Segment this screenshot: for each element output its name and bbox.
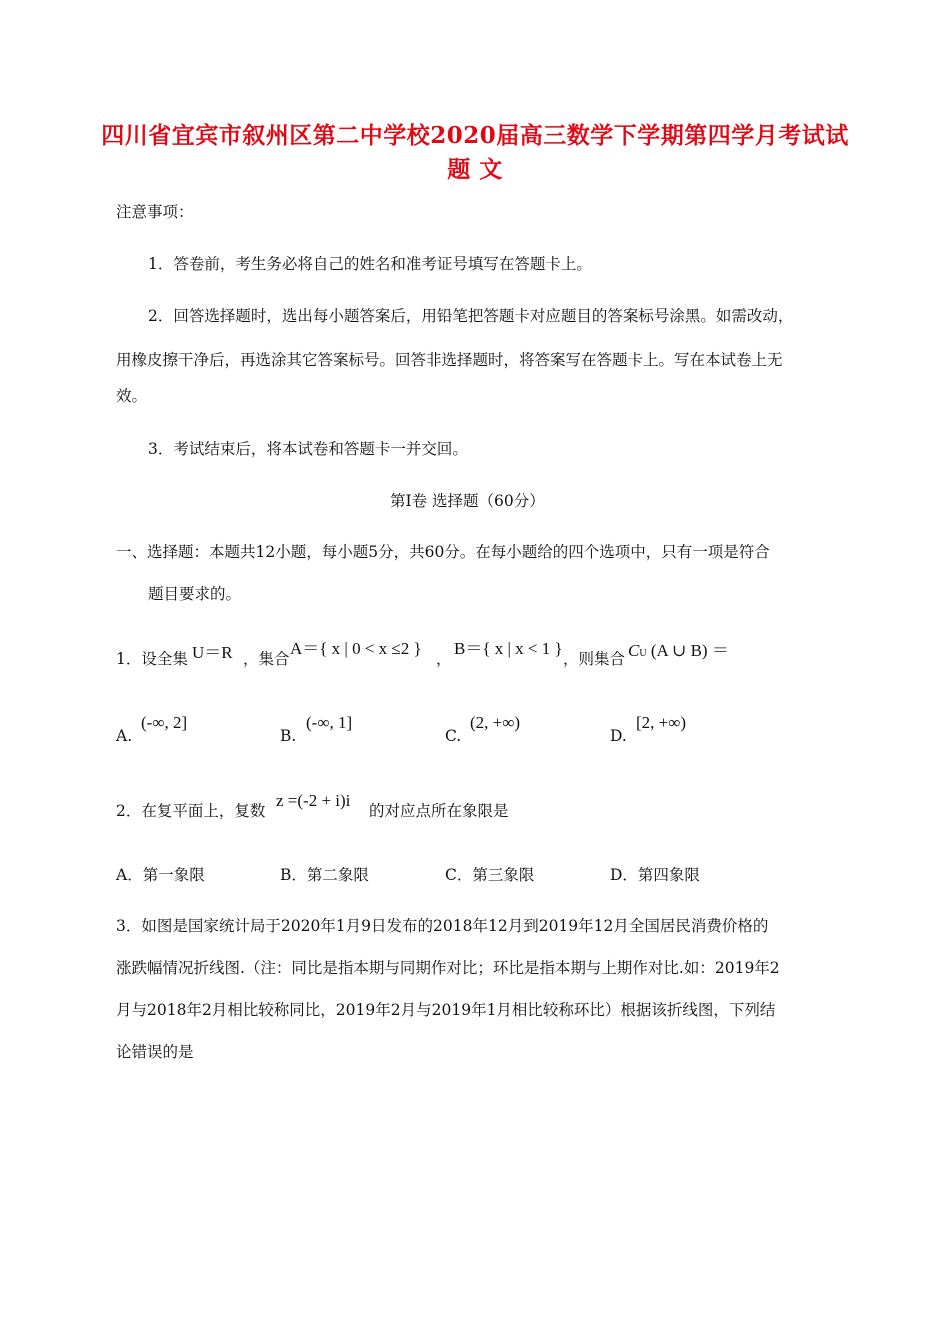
- q1-option-b-letter: B.: [280, 727, 297, 745]
- q1-comma: ，: [436, 650, 452, 668]
- part-one-instructions-cont: 题目要求的。: [148, 585, 242, 603]
- q1-option-b-value: (-∞, 1]: [306, 713, 353, 732]
- q2-option-b: B．第二象限: [280, 866, 369, 884]
- q3-line-1: 3．如图是国家统计局于2020年1月9日发布的2018年12月到2019年12月全国居民消费价格的: [116, 917, 769, 935]
- notice-item-3: 3．考试结束后，将本试卷和答题卡一并交回。: [148, 440, 468, 458]
- section-title: 第Ⅰ卷 选择题（60分）: [390, 492, 545, 510]
- q1-option-d-value: [2, +∞): [636, 713, 687, 732]
- q1-complement-symbol: C: [628, 641, 640, 660]
- q1-universe: U＝R: [192, 643, 233, 662]
- notice-item-2-cont: 用橡皮擦干净后，再选涂其它答案标号。回答非选择题时，将答案写在答题卡上。写在本试卷上无: [116, 351, 783, 369]
- exam-title-line-1: 四川省宜宾市叙州区第二中学校2020届高三数学下学期第四学月考试试: [101, 122, 849, 149]
- q2-expression: z =(-2 + i)i: [276, 791, 351, 810]
- q2-option-c: C．第三象限: [445, 866, 535, 884]
- notice-item-2: 2．回答选择题时，选出每小题答案后，用铅笔把答题卡对应题目的答案标号涂黑。如需改动，: [148, 307, 794, 325]
- part-one-instructions: 一、选择题：本题共12小题，每小题5分，共60分。在每小题给的四个选项中，只有一项是符合: [116, 543, 770, 561]
- q3-line-2: 涨跌幅情况折线图.（注：同比是指本期与同期作对比；环比是指本期与上期作对比.如：2019年2: [116, 959, 780, 977]
- q1-complement-subscript: U: [639, 648, 647, 659]
- q1-complement-tail: (A ∪ B) ＝: [650, 641, 729, 660]
- q3-line-3: 月与2018年2月相比较称同比，2019年2月与2019年1月相比较称环比）根据该折线图，下列结: [116, 1001, 776, 1019]
- q1-set-a: A＝{ x | 0 < x ≤2 }: [290, 639, 422, 658]
- q1-set-b: B＝{ x | x < 1 }: [454, 639, 563, 658]
- q1-option-a-value: (-∞, 2]: [141, 713, 188, 732]
- q2-option-d: D．第四象限: [610, 866, 700, 884]
- q2-option-a: A．第一象限: [116, 866, 205, 884]
- notice-heading: 注意事项：: [116, 203, 194, 221]
- q1-mid-text-2: ，则集合: [563, 650, 626, 668]
- exam-title-line-2: 题 文: [447, 156, 503, 183]
- q3-line-4: 论错误的是: [116, 1043, 194, 1061]
- q1-option-c-letter: C.: [445, 727, 462, 745]
- q1-option-a-letter: A.: [116, 727, 133, 745]
- q2-suffix: 的对应点所在象限是: [369, 802, 509, 820]
- q1-mid-text-1: ，集合: [243, 650, 290, 668]
- notice-item-2-cont-2: 效。: [116, 387, 148, 405]
- notice-item-1: 1．答卷前，考生务必将自己的姓名和准考证号填写在答题卡上。: [148, 255, 592, 273]
- q1-prefix: 1．设全集: [116, 650, 188, 668]
- q2-prefix: 2．在复平面上，复数: [116, 802, 266, 820]
- q1-complement-expression: [628, 640, 729, 665]
- q1-option-c-value: (2, +∞): [470, 713, 521, 732]
- q1-option-d-letter: D.: [610, 727, 627, 745]
